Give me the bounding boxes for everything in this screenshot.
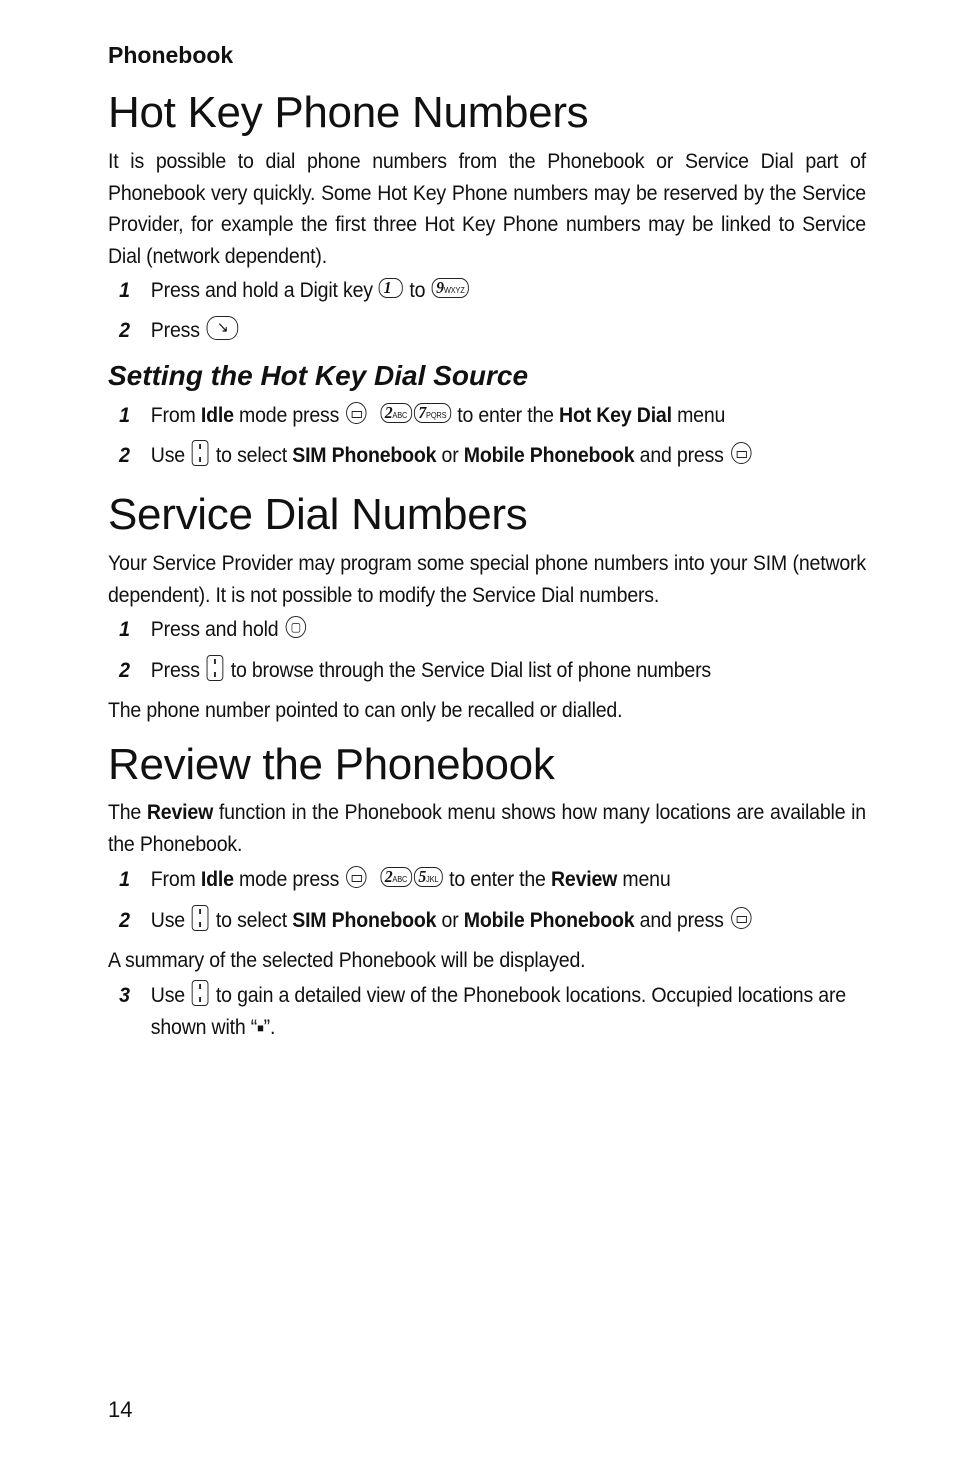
digit-2-key-icon: 2ABC: [380, 403, 412, 423]
digit-1-key-icon: 1: [379, 278, 403, 298]
menu-softkey-icon: [346, 402, 366, 424]
step-text: or: [441, 909, 459, 932]
section-header: Phonebook: [108, 42, 234, 68]
step-number: 2: [119, 444, 130, 467]
source-title: Setting the Hot Key Dial Source: [108, 360, 529, 391]
option-sim-phonebook: SIM Phonebook: [292, 444, 437, 467]
step-text: From: [150, 868, 196, 891]
step-number: 2: [119, 909, 130, 932]
navigation-key-icon: [192, 980, 209, 1006]
menu-softkey-icon: [731, 907, 751, 929]
step-number: 1: [119, 279, 130, 302]
menu-softkey-icon: [731, 442, 751, 464]
step-text: Use: [150, 444, 185, 467]
step-text: Press and hold: [150, 618, 279, 641]
call-key-icon: ↘: [207, 316, 239, 340]
phonebook-key-icon: ▢: [286, 616, 306, 638]
navigation-key-icon: [192, 905, 209, 931]
review-title: Review the Phonebook: [108, 740, 555, 789]
step-text: From: [150, 404, 196, 427]
step-text: or: [441, 444, 459, 467]
menu-name: Hot Key Dial: [559, 404, 672, 427]
step-text: menu: [622, 868, 671, 891]
step-number: 2: [119, 319, 130, 342]
step-text: to: [409, 279, 426, 302]
step-text: mode press: [239, 404, 340, 427]
step-text: ”.: [263, 1015, 276, 1039]
option-mobile-phonebook: Mobile Phonebook: [463, 444, 635, 467]
step-number: 1: [119, 868, 130, 891]
page-number: 14: [108, 1397, 133, 1422]
step-text: to select: [215, 909, 287, 932]
service-title: Service Dial Numbers: [108, 490, 528, 539]
hotkey-title: Hot Key Phone Numbers: [108, 88, 589, 137]
step-text: Press and hold a Digit key: [150, 279, 373, 302]
step-text: Press: [150, 319, 200, 342]
step-text: mode press: [239, 868, 340, 891]
idle-label: Idle: [200, 868, 234, 891]
digit-5-key-icon: 5JKL: [414, 867, 443, 887]
step-text: to enter the: [449, 868, 546, 891]
step-number: 2: [119, 659, 130, 682]
navigation-key-icon: [192, 440, 209, 466]
digit-2-key-icon: 2ABC: [380, 867, 412, 887]
step-text: menu: [677, 404, 726, 427]
step-text: and press: [639, 444, 724, 467]
service-note: The phone number pointed to can only be recalled or dialled.: [108, 699, 623, 722]
service-intro: Your Service Provider may program some special phone numbers into your SIM (network dependent). It is not possible to modify the Service Dial numbers.: [108, 552, 866, 607]
menu-name: Review: [550, 868, 618, 891]
digit-9-key-icon: 9WXYZ: [431, 278, 469, 298]
step-text: to select: [215, 444, 287, 467]
navigation-key-icon: [207, 655, 224, 681]
step-number: 1: [119, 404, 130, 427]
review-intro: The Review function in the Phonebook menu shows how many locations are available in the Phonebook.: [108, 801, 866, 856]
step-text: to browse through the Service Dial list of phone numbers: [230, 659, 712, 682]
step-text: Use: [150, 984, 185, 1007]
menu-softkey-icon: [346, 866, 366, 888]
occupied-marker-icon: ■: [257, 1020, 264, 1035]
step-text: and press: [639, 909, 724, 932]
option-mobile-phonebook: Mobile Phonebook: [463, 909, 635, 932]
step-text: to gain a detailed view of the Phonebook locations. Occupied locations are shown with “: [150, 984, 846, 1039]
step-text: Press: [150, 659, 200, 682]
option-sim-phonebook: SIM Phonebook: [292, 909, 437, 932]
step-number: 3: [119, 984, 130, 1007]
review-summary: A summary of the selected Phonebook will be displayed.: [108, 949, 586, 972]
step-number: 1: [119, 618, 130, 641]
step-text: Use: [150, 909, 185, 932]
digit-7-key-icon: 7PQRS: [414, 403, 451, 423]
hotkey-intro: It is possible to dial phone numbers from the Phonebook or Service Dial part of Phonebook very quickly. Some Hot Key Phone numbers may be reserved by the Service Provider, for example the first three Hot Key Phone numbers may be linked to Service Dial (network dependent).: [108, 150, 866, 268]
step-text: to enter the: [457, 404, 554, 427]
idle-label: Idle: [200, 404, 234, 427]
